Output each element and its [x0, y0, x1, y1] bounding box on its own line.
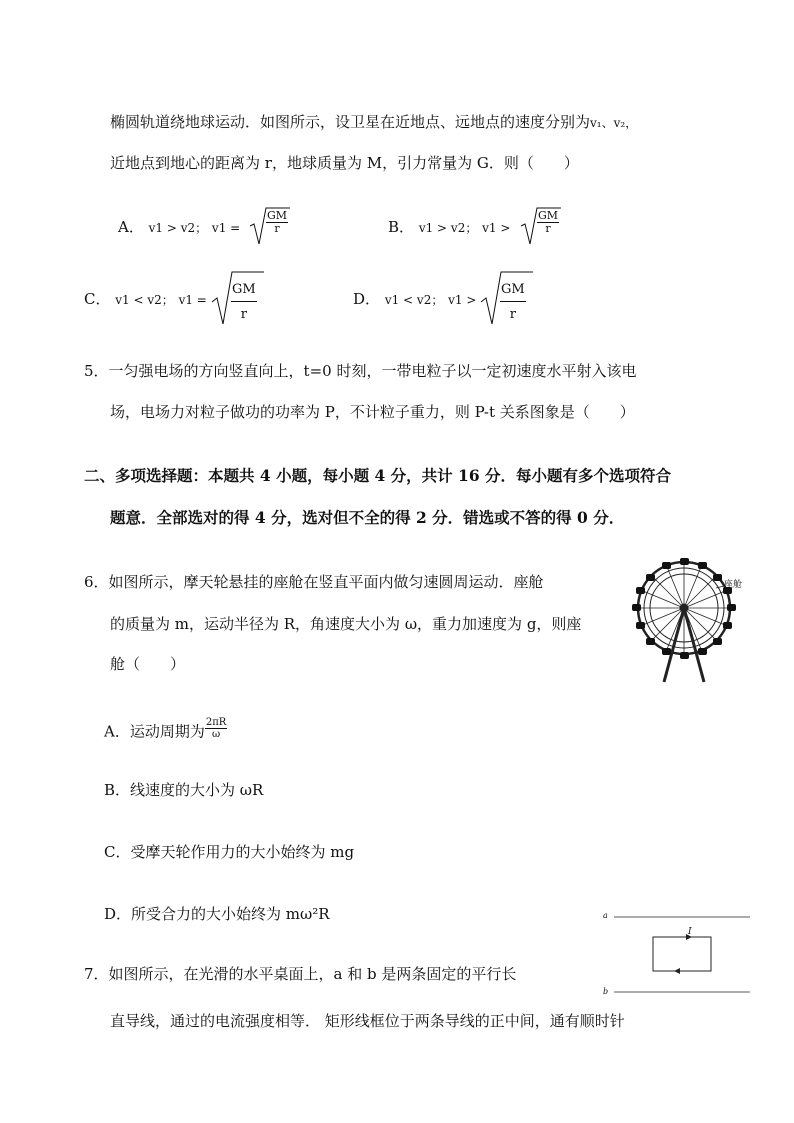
fraction-numerator: GM: [538, 209, 559, 222]
q6-option-d[interactable]: D．所受合力的大小始终为 mω²R: [104, 905, 330, 923]
q4-d-fraction: [500, 283, 526, 323]
option-comparison-2: v1 >: [482, 221, 511, 235]
wire-b-label: b: [603, 987, 609, 996]
option-comparison-2: v1 =: [211, 221, 241, 235]
q6-text-line3: 舱（ ）: [110, 655, 186, 673]
q7-text-line1: 7．如图所示，在光滑的水平桌面上，a 和 b 是两条固定的平行长: [84, 965, 517, 983]
fraction-denominator: r: [240, 307, 247, 323]
q6-option-a[interactable]: [104, 717, 227, 744]
section-2-heading-line2: 题意．全部选对的得 4 分，选对但不全的得 2 分．错选或不答的得 0 分．: [110, 508, 625, 527]
fraction-numerator: 2πR: [205, 717, 227, 728]
fraction-denominator: ω: [212, 729, 221, 740]
q4-option-b[interactable]: [388, 220, 510, 235]
q7-text-line2: 直导线，通过的电流强度相等． 矩形线框位于两条导线的正中间，通有顺时针: [110, 1012, 625, 1030]
ferris-wheel-cabin-label: 座舱: [724, 580, 743, 590]
option-label: C．: [84, 290, 111, 308]
q4-line1-main: 椭圆轨道绕地球运动．如图所示，设卫星在近地点、远地点的速度分别为: [110, 113, 591, 131]
fraction-denominator: r: [509, 307, 516, 323]
option-label: B．: [388, 218, 415, 236]
q4-option-a[interactable]: [118, 220, 240, 235]
option-comparison: v1 < v2；: [384, 293, 444, 307]
fraction-numerator: GM: [267, 209, 288, 222]
fraction-denominator: r: [274, 222, 280, 236]
option-label: D．: [353, 290, 381, 308]
option-a-text: A．运动周期为: [104, 722, 205, 741]
q6-text-line2: 的质量为 m，运动半径为 R，角速度大小为 ω，重力加速度为 g，则座: [110, 615, 582, 633]
option-label: A．: [118, 218, 144, 236]
q6-text-line1: 6．如图所示，摩天轮悬挂的座舱在竖直平面内做匀速圆周运动．座舱: [84, 573, 544, 591]
fraction-denominator: r: [545, 222, 551, 236]
q5-text-line2: 场，电场力对粒子做功的功率为 P，不计粒子重力，则 P-t 关系图象是（ ）: [110, 403, 635, 421]
q5-text-line1: 5．一匀强电场的方向竖直向上，t=0 时刻，一带电粒子以一定初速度水平射入该电: [84, 362, 637, 380]
q4-velocity-vars: v₁、v₂，: [590, 116, 638, 130]
fraction-numerator: GM: [231, 283, 257, 302]
q4-option-d[interactable]: [353, 292, 476, 307]
q6-option-b[interactable]: B．线速度的大小为 ωR: [104, 781, 264, 799]
q4-text-line1: [110, 115, 637, 130]
q4-option-c[interactable]: [84, 292, 207, 307]
q4-text-line2: 近地点到地心的距离为 r，地球质量为 M，引力常量为 G．则（ ）: [110, 154, 579, 172]
parallel-wires-figure: [600, 908, 755, 1002]
q4-b-fraction: [537, 210, 559, 235]
ferris-wheel-figure: [620, 558, 750, 686]
option-comparison: v1 < v2；: [115, 293, 174, 307]
option-comparison: v1 > v2；: [148, 221, 208, 235]
wire-a-label: a: [603, 911, 608, 920]
current-label: I: [688, 927, 692, 937]
option-comparison-2: v1 =: [178, 293, 207, 307]
q4-c-fraction: [231, 283, 257, 323]
q4-a-fraction: [266, 210, 288, 235]
section-2-heading-line1: 二、多项选择题：本题共 4 小题，每小题 4 分，共计 16 分．每小题有多个选项符合: [84, 466, 672, 485]
q6-option-c[interactable]: C．受摩天轮作用力的大小始终为 mg: [104, 843, 355, 861]
option-comparison-2: v1 >: [448, 293, 477, 307]
option-comparison: v1 > v2；: [418, 221, 478, 235]
fraction-numerator: GM: [500, 283, 526, 302]
